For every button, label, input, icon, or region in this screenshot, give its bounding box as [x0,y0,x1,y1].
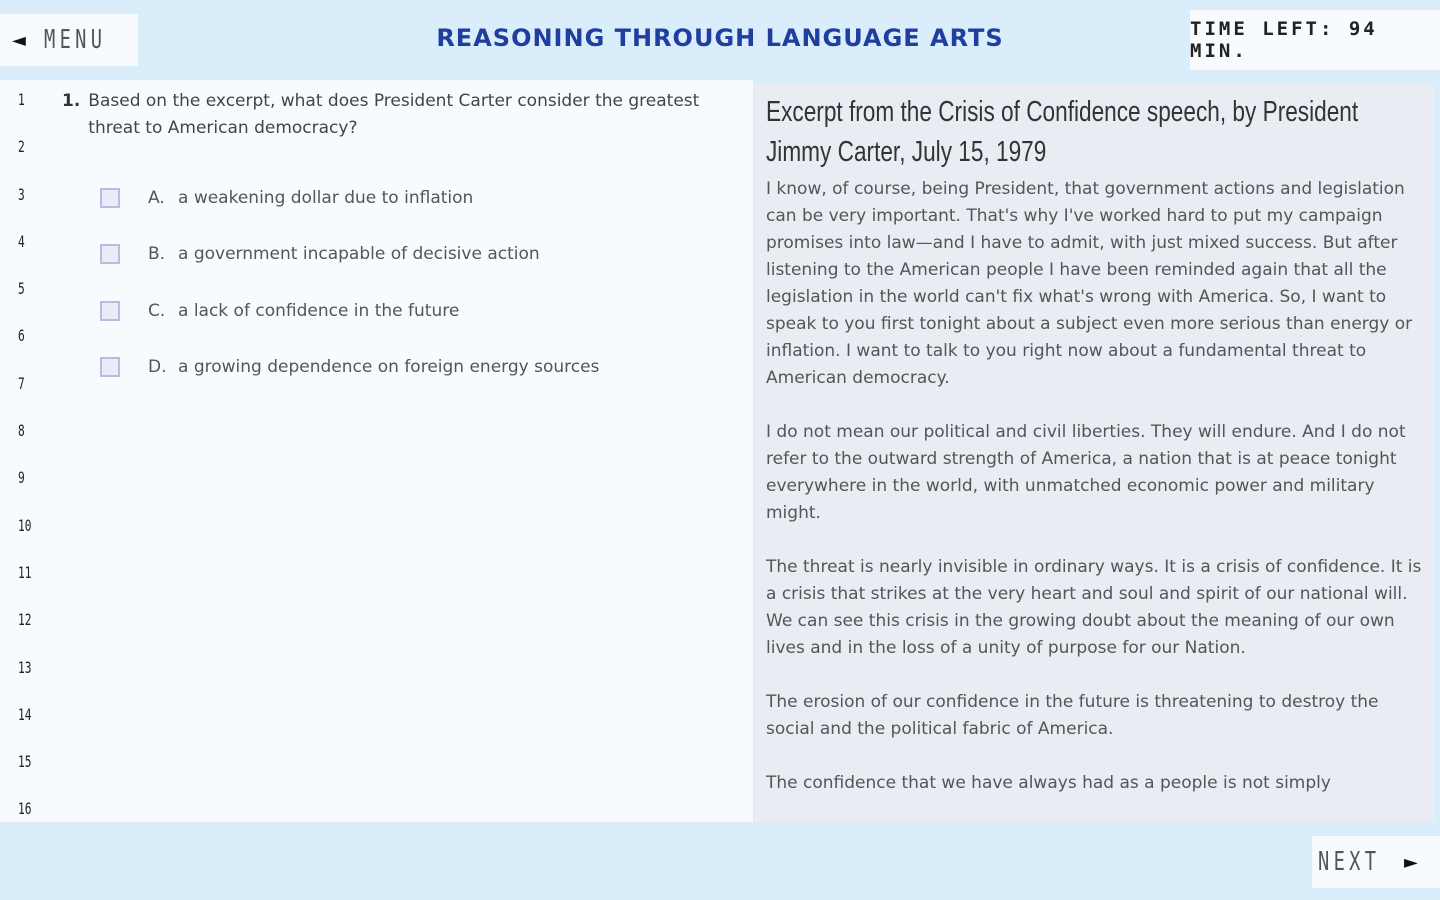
checkbox-a[interactable] [100,188,120,208]
timer-box [1190,10,1440,70]
checkbox-b[interactable] [100,244,120,264]
line-number: 1 [18,90,25,109]
option-d[interactable] [100,339,599,395]
line-number: 8 [18,421,25,441]
checkbox-c[interactable] [100,301,120,321]
passage-paragraph: The threat is nearly invisible in ordinary ways. It is a crisis of confidence. It is a crisis that strikes at the very heart and soul and spirit of our national will. We can see this crisis in the growing doubt about the meaning of our own lives and in the loss of a unity of purpose for our Nation. [766,557,1422,658]
line-numbers [18,88,42,845]
passage-paragraph: I do not mean our political and civil liberties. They will endure. And I do not refer to the outward strength of America, a nation that is at peace tonight everywhere in the world, with unmatched economic power and military might. [766,422,1406,523]
question [62,88,702,142]
line-number: 15 [18,752,32,772]
answer-options [100,170,599,395]
footer-bar [0,822,1440,900]
line-number: 9 [18,468,25,488]
line-number: 2 [18,137,25,157]
option-text: a growing dependence on foreign energy sources [178,357,600,378]
option-text: a weakening dollar due to inflation [178,188,474,209]
next-label: NEXT [1318,847,1381,877]
passage-title: Excerpt from the Crisis of Confidence speech, by President Jimmy Carter, July 15, 1979 [766,96,1359,168]
option-letter: A. [148,188,165,209]
line-number: 13 [18,657,32,677]
option-letter: C. [148,300,166,321]
time-left-text: TIME LEFT: 94 MIN. [1190,18,1378,62]
option-a[interactable] [100,170,599,226]
line-number: 7 [18,373,25,393]
passage-paragraph: The erosion of our confidence in the future is threatening to destroy the social and the political fabric of America. [766,692,1379,739]
line-number: 11 [18,562,32,582]
passage-panel[interactable] [754,84,1434,822]
line-number: 4 [18,231,25,251]
question-panel [0,80,753,822]
option-text: a government incapable of decisive action [178,244,540,265]
line-number: 12 [18,610,32,630]
question-number: 1. [62,91,81,111]
option-letter: B. [148,244,166,265]
passage-paragraph: I know, of course, being President, that government actions and legislation can be very important. That's why I've worked hard to put my campaign promises into law—and I have to admit, with just mixed success. But after listening to the American people I have been reminded again that all the legislation in the world can't fix what's wrong with America. So, I want to speak to you first tonight about a subject even more serious than energy or inflation. I want to talk to you right now about a fundamental threat to American democracy. [766,179,1413,388]
passage-paragraph: The confidence that we have always had as a people is not simply [766,773,1331,793]
page-title: REASONING THROUGH LANGUAGE ARTS [436,24,1004,52]
line-number: 3 [18,184,25,204]
header-bar [0,0,1440,80]
checkbox-d[interactable] [100,357,120,377]
option-c[interactable] [100,283,599,339]
option-letter: D. [148,357,167,378]
line-number: 16 [18,799,32,819]
line-number: 14 [18,704,32,724]
next-button[interactable] [1312,836,1440,888]
passage-body [766,176,1426,797]
option-text: a lack of confidence in the future [178,300,460,321]
left-arrow-icon: ◄ [12,29,26,51]
line-number: 5 [18,279,25,299]
menu-label: MENU [43,25,107,55]
line-number: 10 [18,515,32,535]
option-b[interactable] [100,226,599,282]
question-text: Based on the excerpt, what does President Carter consider the greatest threat to American democracy? [88,91,700,138]
right-arrow-icon: ► [1404,851,1418,873]
line-number: 6 [18,326,25,346]
menu-button[interactable] [0,14,138,66]
